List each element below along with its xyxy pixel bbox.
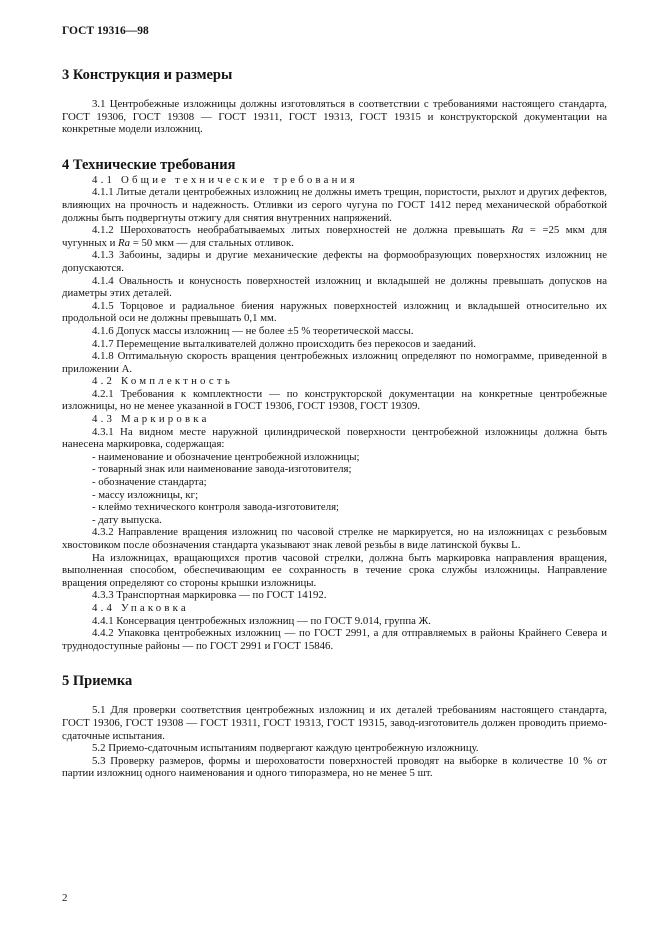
section-3-title: 3 Конструкция и размеры [62, 67, 233, 83]
paragraph-4-3-1: 4.3.1 На видном месте наружной цилиндрической поверхности центробежной изложницы должна быть нанесена маркировка, содержащая: [62, 425, 607, 451]
section-4-title: 4 Технические требования [62, 156, 236, 173]
list-item: - дату выпуска. [92, 513, 162, 526]
paragraph-4-2-1: 4.2.1 Требования к комплектности — по конструкторской документации на конкретные центробежные изложницы, но не менее указанной в ГОСТ 19306, ГОСТ 19308, ГОСТ 19309. [62, 387, 607, 413]
paragraph-4-1-1: 4.1.1 Литые детали центробежных изложниц не должны иметь трещин, пористости, рыхлот и других дефектов, влияющих на прочность и надежность. Отливки из серого чугуна по ГОСТ 1412 перед механической обработкой должны быть подвергнуты отжигу для снятия внутренних напряжений. [62, 186, 607, 224]
ra-symbol: Ra [511, 224, 524, 237]
subsection-4-2-title: 4.2 Комплектность [92, 375, 233, 388]
paragraph-4-1-5: 4.1.5 Торцовое и радиальное биения наружных поверхностей изложниц и вкладышей относительно их продольной оси не должны превышать 0,1 мм. [62, 299, 607, 325]
paragraph-4-3-3: 4.3.3 Транспортная маркировка — по ГОСТ 14192. [92, 589, 327, 602]
paragraph-5-1: 5.1 Для проверки соответствия центробежных изложниц и их деталей требованиям настоящего стандарта, ГОСТ 19306, ГОСТ 19308 — ГОСТ 19311, ГОСТ 19313, ГОСТ 19315, завод-изготовитель должен проводить приемо-сдаточные испытания. [62, 704, 607, 742]
paragraph-4-1-4: 4.1.4 Овальность и конусность поверхностей изложниц и вкладышей не должны превышать допусков на диаметры этих деталей. [62, 274, 607, 300]
paragraph-5-3: 5.3 Проверку размеров, формы и шероховатости поверхностей проводят на выборке в количестве 10 % от партии изложниц одного наименования и одного типоразмера, но не менее 5 шт. [62, 754, 607, 780]
document-page [62, 24, 607, 780]
paragraph-4-4-1: 4.4.1 Консервация центробежных изложниц — по ГОСТ 9.014, группа Ж. [92, 614, 431, 627]
page-number: 2 [62, 892, 68, 904]
paragraph-3-1: 3.1 Центробежные изложницы должны изготовляться в соответствии с требованиями настоящего стандарта, ГОСТ 19306, ГОСТ 19308 — ГОСТ 19311, ГОСТ 19313, ГОСТ 19315 и конструкторской документации на конкретные модели изложниц. [62, 98, 607, 136]
list-item: - товарный знак или наименование завода-изготовителя; [92, 463, 352, 476]
paragraph-4-1-8: 4.1.8 Оптимальную скорость вращения центробежных изложниц определяют по номограмме, приведенной в приложении А. [62, 350, 607, 375]
list-item: - клеймо технического контроля завода-изготовителя; [92, 501, 340, 514]
paragraph-4-1-2-part-a: 4.1.2 Шероховатость необрабатываемых литых поверхностей не должна превышать [92, 224, 512, 237]
paragraph-4-1-7: 4.1.7 Перемещение выталкивателей должно происходить без перекосов и заеданий. [92, 337, 477, 350]
subsection-4-4-title: 4.4 Упаковка [92, 601, 189, 614]
paragraph-4-1-6: 4.1.6 Допуск массы изложниц — не более ±5 % теоретической массы. [92, 324, 414, 337]
paragraph-4-4-2: 4.4.2 Упаковка центробежных изложниц — по ГОСТ 2991, а для отправляемых в районы Крайнего Севера и труднодоступные районы — по ГОСТ 2991 и ГОСТ 15846. [62, 627, 607, 652]
paragraph-4-3-2: 4.3.2 Направление вращения изложниц по часовой стрелке не маркируется, но на изложницах с резьбовым хвостовиком после обозначения стандарта указывают знак левой резьбы в виде латинской буквы L. [62, 526, 607, 551]
list-item: - наименование и обозначение центробежной изложницы; [92, 450, 360, 463]
document-header: ГОСТ 19316—98 [62, 25, 149, 37]
ra-symbol: Ra [118, 236, 131, 249]
list-item: - обозначение стандарта; [92, 476, 207, 489]
list-item: - массу изложницы, кг; [92, 488, 199, 501]
paragraph-4-1-2-part-c: = 50 мкм — для стальных отливок. [130, 236, 294, 249]
paragraph-4-3-2-continued: На изложницах, вращающихся против часовой стрелки, должна быть маркировка направления вращения, выполненная способом, обеспечивающим ее сохранность в течение срока службы изложницы. Направление вращения определяют со стороны крышки изложницы. [62, 551, 607, 589]
subsection-4-3-title: 4.3 Маркировка [92, 413, 210, 426]
subsection-4-1-title: 4.1 Общие технические требования [92, 173, 358, 186]
paragraph-5-2: 5.2 Приемо-сдаточным испытаниям подвергают каждую центробежную изложницу. [92, 742, 479, 755]
paragraph-4-1-2-part-b: = =25 мкм для чугунных и [62, 224, 608, 249]
paragraph-4-1-2 [62, 224, 607, 249]
section-5-title: 5 Приемка [62, 673, 133, 690]
paragraph-4-1-3: 4.1.3 Забоины, задиры и другие механические дефекты на формообразующих поверхностях изложниц не допускаются. [62, 249, 607, 274]
